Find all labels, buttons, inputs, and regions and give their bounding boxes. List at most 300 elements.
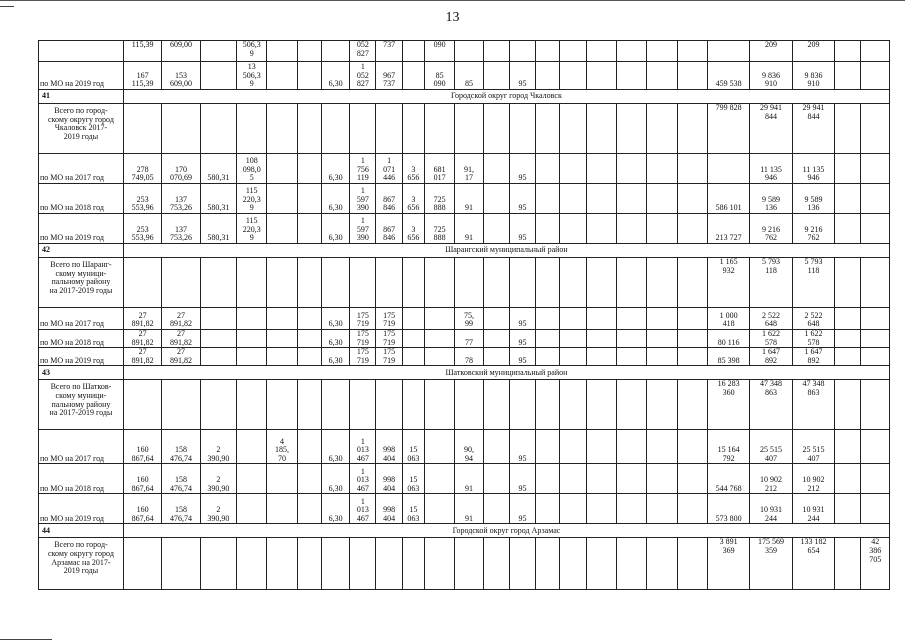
- row-label: по МО на 2017 год: [39, 154, 124, 184]
- table-cell: 15 164 792: [707, 430, 749, 464]
- table-cell: [402, 348, 424, 366]
- table-cell: [616, 62, 646, 90]
- table-cell: [586, 538, 616, 590]
- table-cell: [297, 538, 321, 590]
- table-cell: [321, 41, 349, 62]
- table-cell: [835, 348, 861, 366]
- table-cell: 725 888: [424, 214, 454, 244]
- table-cell: [509, 380, 535, 430]
- table-cell: [402, 380, 424, 430]
- table-cell: [483, 330, 509, 348]
- table-cell: 10 902 212: [792, 464, 834, 494]
- table-cell: 1 597 390: [350, 184, 376, 214]
- table-cell: [424, 258, 454, 308]
- table-cell: [586, 41, 616, 62]
- table-cell: 108 098,0 5: [237, 154, 267, 184]
- row-label: Всего по Шаранг- скому муници- пальному району на 2017-2019 годы: [39, 258, 124, 308]
- table-cell: [200, 258, 236, 308]
- table-cell: [455, 380, 483, 430]
- table-cell: [237, 308, 267, 330]
- row-label: Всего по город- скому округу город Чкаловск 2017- 2019 годы: [39, 104, 124, 154]
- table-cell: [267, 184, 297, 214]
- table-cell: 1 622 578: [750, 330, 792, 348]
- table-cell: [677, 184, 707, 214]
- table-cell: [560, 104, 586, 154]
- table-cell: 160 867,64: [123, 464, 161, 494]
- table-cell: [835, 430, 861, 464]
- table-cell: [455, 538, 483, 590]
- table-cell: [455, 41, 483, 62]
- table-cell: [677, 494, 707, 524]
- table-cell: [616, 330, 646, 348]
- table-cell: [861, 104, 890, 154]
- table-cell: [483, 308, 509, 330]
- table-cell: [200, 348, 236, 366]
- table-cell: [297, 464, 321, 494]
- table-cell: 27 891,82: [162, 308, 200, 330]
- table-cell: 115 220,3 9: [237, 184, 267, 214]
- table-cell: [560, 380, 586, 430]
- table-cell: 15 063: [402, 494, 424, 524]
- table-cell: [586, 104, 616, 154]
- table-cell: [677, 330, 707, 348]
- table-cell: [536, 538, 560, 590]
- table-cell: 95: [509, 430, 535, 464]
- table-row: [39, 494, 890, 524]
- table-cell: [402, 308, 424, 330]
- table-cell: [237, 464, 267, 494]
- budget-table: [38, 40, 890, 590]
- table-cell: 867 846: [376, 184, 402, 214]
- table-cell: 3 656: [402, 154, 424, 184]
- table-cell: 253 553,96: [123, 214, 161, 244]
- table-cell: [647, 464, 677, 494]
- table-cell: [677, 348, 707, 366]
- table-cell: 090: [424, 41, 454, 62]
- table-cell: 175 719: [350, 330, 376, 348]
- table-cell: 580,31: [200, 154, 236, 184]
- table-cell: 175 719: [350, 348, 376, 366]
- table-cell: 27 891,82: [162, 348, 200, 366]
- section-title: Шарангский муниципальный район: [123, 244, 889, 258]
- table-cell: 799 828: [707, 104, 749, 154]
- table-cell: [376, 538, 402, 590]
- table-cell: 580,31: [200, 184, 236, 214]
- table-cell: [483, 258, 509, 308]
- table-cell: 2 522 648: [750, 308, 792, 330]
- table-row: [39, 464, 890, 494]
- table-cell: 725 888: [424, 184, 454, 214]
- table-cell: 580,31: [200, 214, 236, 244]
- table-cell: 137 753,26: [162, 214, 200, 244]
- table-cell: 998 404: [376, 430, 402, 464]
- table-cell: 95: [509, 184, 535, 214]
- table-cell: [560, 494, 586, 524]
- table-cell: 10 931 244: [750, 494, 792, 524]
- table-cell: 77: [455, 330, 483, 348]
- row-label: по МО на 2019 год: [39, 348, 124, 366]
- page-number: 13: [445, 10, 460, 25]
- section-header-row: [39, 524, 890, 538]
- table-cell: [297, 430, 321, 464]
- table-cell: [647, 258, 677, 308]
- table-cell: 6,30: [321, 308, 349, 330]
- table-cell: 160 867,64: [123, 430, 161, 464]
- table-cell: [586, 380, 616, 430]
- table-cell: [677, 308, 707, 330]
- table-cell: [162, 538, 200, 590]
- table-cell: [402, 41, 424, 62]
- table-cell: [560, 330, 586, 348]
- table-cell: 153 609,00: [162, 62, 200, 90]
- table-cell: 2 522 648: [792, 308, 834, 330]
- table-cell: [237, 430, 267, 464]
- table-cell: [200, 538, 236, 590]
- table-cell: [267, 330, 297, 348]
- table-cell: 90, 94: [455, 430, 483, 464]
- table-cell: 459 538: [707, 62, 749, 90]
- section-header-row: [39, 90, 890, 104]
- table-cell: [835, 258, 861, 308]
- table-cell: 1 756 119: [350, 154, 376, 184]
- table-row: [39, 41, 890, 62]
- table-cell: 6,30: [321, 430, 349, 464]
- table-cell: 6,30: [321, 62, 349, 90]
- table-cell: [321, 538, 349, 590]
- table-cell: [861, 308, 890, 330]
- table-row: [39, 62, 890, 90]
- section-number: 44: [39, 524, 124, 538]
- table-cell: 167 115,39: [123, 62, 161, 90]
- table-cell: [162, 380, 200, 430]
- table-cell: [677, 430, 707, 464]
- row-label: по МО на 2019 год: [39, 214, 124, 244]
- table-cell: 737: [376, 41, 402, 62]
- table-cell: 9 216 762: [750, 214, 792, 244]
- table-cell: [616, 41, 646, 62]
- table-cell: [677, 154, 707, 184]
- table-cell: [586, 258, 616, 308]
- row-label: Всего по город- скому округу город Арзамас на 2017- 2019 годы: [39, 538, 124, 590]
- table-cell: [509, 538, 535, 590]
- table-cell: [297, 214, 321, 244]
- table-cell: 1 013 467: [350, 464, 376, 494]
- table-cell: [835, 62, 861, 90]
- table-cell: [483, 104, 509, 154]
- table-cell: [616, 464, 646, 494]
- table-cell: 3 656: [402, 184, 424, 214]
- table-cell: 16 283 360: [707, 380, 749, 430]
- table-cell: [647, 494, 677, 524]
- table-cell: [647, 104, 677, 154]
- table-cell: 91: [455, 184, 483, 214]
- table-cell: 9 836 910: [750, 62, 792, 90]
- table-cell: [267, 494, 297, 524]
- table-cell: [237, 538, 267, 590]
- table-cell: [350, 380, 376, 430]
- table-cell: 10 931 244: [792, 494, 834, 524]
- table-cell: 213 727: [707, 214, 749, 244]
- table-cell: [321, 104, 349, 154]
- table-cell: [536, 104, 560, 154]
- table-cell: 3 656: [402, 214, 424, 244]
- table-cell: [861, 62, 890, 90]
- table-cell: [424, 348, 454, 366]
- table-cell: 253 553,96: [123, 184, 161, 214]
- table-cell: [267, 464, 297, 494]
- table-cell: [586, 348, 616, 366]
- table-cell: 47 348 863: [792, 380, 834, 430]
- table-cell: [200, 380, 236, 430]
- table-cell: 91: [455, 464, 483, 494]
- table-cell: [267, 308, 297, 330]
- top-rule: [0, 0, 905, 1]
- table-cell: 78: [455, 348, 483, 366]
- section-title: Шатковский муниципальный район: [123, 366, 889, 380]
- table-cell: [162, 104, 200, 154]
- table-cell: 11 135 946: [750, 154, 792, 184]
- table-cell: 1 071 446: [376, 154, 402, 184]
- table-cell: [297, 330, 321, 348]
- table-cell: 1 647 892: [792, 348, 834, 366]
- total-row: [39, 380, 890, 430]
- table-cell: [162, 258, 200, 308]
- table-cell: [350, 258, 376, 308]
- table-cell: 15 063: [402, 430, 424, 464]
- table-cell: 6,30: [321, 154, 349, 184]
- table-cell: 15 063: [402, 464, 424, 494]
- table-cell: [297, 494, 321, 524]
- table-cell: [376, 104, 402, 154]
- table-cell: [376, 258, 402, 308]
- table-cell: [402, 104, 424, 154]
- table-cell: [483, 538, 509, 590]
- table-cell: [835, 494, 861, 524]
- table-cell: 95: [509, 330, 535, 348]
- table-cell: 80 116: [707, 330, 749, 348]
- table-cell: [267, 380, 297, 430]
- table-cell: [297, 104, 321, 154]
- table-cell: [560, 41, 586, 62]
- table-cell: [536, 330, 560, 348]
- table-row: [39, 308, 890, 330]
- table-cell: [200, 62, 236, 90]
- table-cell: [536, 494, 560, 524]
- table-cell: [647, 430, 677, 464]
- table-row: [39, 348, 890, 366]
- table-cell: [237, 380, 267, 430]
- table-cell: [350, 104, 376, 154]
- table-cell: [297, 62, 321, 90]
- table-cell: 91, 17: [455, 154, 483, 184]
- table-cell: [536, 184, 560, 214]
- table-cell: [376, 380, 402, 430]
- table-cell: [536, 154, 560, 184]
- table-cell: [455, 104, 483, 154]
- table-cell: [677, 380, 707, 430]
- table-cell: 1 647 892: [750, 348, 792, 366]
- table-cell: 5 793 118: [750, 258, 792, 308]
- table-cell: [677, 41, 707, 62]
- row-label: по МО на 2019 год: [39, 494, 124, 524]
- table-cell: [560, 348, 586, 366]
- table-cell: [616, 538, 646, 590]
- row-label: по МО на 2018 год: [39, 464, 124, 494]
- table-cell: [200, 41, 236, 62]
- table-cell: [835, 154, 861, 184]
- table-cell: 9 589 136: [750, 184, 792, 214]
- table-cell: [707, 154, 749, 184]
- table-cell: [402, 62, 424, 90]
- table-cell: [835, 330, 861, 348]
- table-cell: [677, 464, 707, 494]
- table-cell: 2 390,90: [200, 464, 236, 494]
- margin-mark: [0, 6, 14, 7]
- table-cell: [560, 214, 586, 244]
- table-cell: [616, 494, 646, 524]
- table-cell: 115 220,3 9: [237, 214, 267, 244]
- table-cell: [586, 154, 616, 184]
- table-cell: 1 597 390: [350, 214, 376, 244]
- table-cell: 6,30: [321, 184, 349, 214]
- table-cell: [861, 258, 890, 308]
- table-cell: [424, 104, 454, 154]
- row-label: по МО на 2017 год: [39, 308, 124, 330]
- table-row: [39, 330, 890, 348]
- table-cell: [560, 258, 586, 308]
- table-cell: 27 891,82: [123, 308, 161, 330]
- table-cell: [237, 104, 267, 154]
- table-cell: [200, 308, 236, 330]
- table-cell: [297, 154, 321, 184]
- table-cell: [483, 380, 509, 430]
- table-cell: [835, 41, 861, 62]
- table-cell: [297, 184, 321, 214]
- table-cell: [677, 62, 707, 90]
- table-cell: [616, 380, 646, 430]
- table-cell: 052 827: [350, 41, 376, 62]
- table-cell: [647, 308, 677, 330]
- table-cell: 209: [750, 41, 792, 62]
- table-cell: [483, 494, 509, 524]
- table-cell: [297, 308, 321, 330]
- table-cell: [835, 214, 861, 244]
- table-cell: [560, 430, 586, 464]
- table-cell: 867 846: [376, 214, 402, 244]
- table-cell: 137 753,26: [162, 184, 200, 214]
- table-cell: [297, 41, 321, 62]
- table-cell: 9 836 910: [792, 62, 834, 90]
- table-cell: [483, 348, 509, 366]
- table-cell: 11 135 946: [792, 154, 834, 184]
- table-cell: [237, 348, 267, 366]
- table-cell: 175 719: [350, 308, 376, 330]
- row-label: по МО на 2018 год: [39, 330, 124, 348]
- table-cell: [616, 184, 646, 214]
- table-cell: [835, 538, 861, 590]
- table-cell: 170 070,69: [162, 154, 200, 184]
- table-cell: [402, 538, 424, 590]
- table-cell: 29 941 844: [750, 104, 792, 154]
- table-cell: [586, 430, 616, 464]
- table-cell: [560, 184, 586, 214]
- table-cell: [350, 538, 376, 590]
- table-cell: [861, 184, 890, 214]
- section-number: 41: [39, 90, 124, 104]
- table-cell: [560, 154, 586, 184]
- table-cell: 1 622 578: [792, 330, 834, 348]
- total-row: [39, 258, 890, 308]
- table-cell: [861, 348, 890, 366]
- table-cell: 95: [509, 494, 535, 524]
- table-cell: [861, 464, 890, 494]
- table-cell: [647, 538, 677, 590]
- table-cell: [647, 154, 677, 184]
- table-cell: [536, 62, 560, 90]
- table-cell: [861, 214, 890, 244]
- table-cell: 9 589 136: [792, 184, 834, 214]
- table-cell: 115,39: [123, 41, 161, 62]
- table-cell: 967 737: [376, 62, 402, 90]
- table-cell: [123, 538, 161, 590]
- row-label: по МО на 2018 год: [39, 184, 124, 214]
- table-cell: [647, 380, 677, 430]
- table-cell: 1 052 827: [350, 62, 376, 90]
- section-number: 43: [39, 366, 124, 380]
- table-cell: 1 013 467: [350, 494, 376, 524]
- table-cell: 13 506,3 9: [237, 62, 267, 90]
- table-cell: 544 768: [707, 464, 749, 494]
- table-cell: [560, 464, 586, 494]
- table-cell: 95: [509, 348, 535, 366]
- table-cell: [586, 330, 616, 348]
- table-cell: [536, 308, 560, 330]
- table-cell: [483, 184, 509, 214]
- table-cell: 91: [455, 214, 483, 244]
- table-cell: [586, 464, 616, 494]
- total-row: [39, 104, 890, 154]
- table-cell: [861, 430, 890, 464]
- table-cell: [560, 538, 586, 590]
- table-cell: 1 000 418: [707, 308, 749, 330]
- table-cell: [586, 184, 616, 214]
- table-cell: [536, 41, 560, 62]
- table-cell: 175 719: [376, 330, 402, 348]
- table-cell: [647, 41, 677, 62]
- table-cell: [509, 258, 535, 308]
- table-cell: [200, 104, 236, 154]
- table-row: [39, 430, 890, 464]
- table-cell: [560, 308, 586, 330]
- table-cell: [267, 258, 297, 308]
- table-cell: 85 090: [424, 62, 454, 90]
- section-header-row: [39, 366, 890, 380]
- table-cell: [536, 348, 560, 366]
- table-cell: [200, 330, 236, 348]
- table-cell: 95: [509, 154, 535, 184]
- table-cell: [402, 258, 424, 308]
- table-cell: 95: [509, 464, 535, 494]
- table-cell: [586, 62, 616, 90]
- row-label: [39, 41, 124, 62]
- table-cell: 6,30: [321, 330, 349, 348]
- table-cell: 95: [509, 308, 535, 330]
- table-cell: [560, 62, 586, 90]
- table-cell: 133 182 654: [792, 538, 834, 590]
- table-cell: [861, 41, 890, 62]
- table-cell: [237, 258, 267, 308]
- table-cell: 85: [455, 62, 483, 90]
